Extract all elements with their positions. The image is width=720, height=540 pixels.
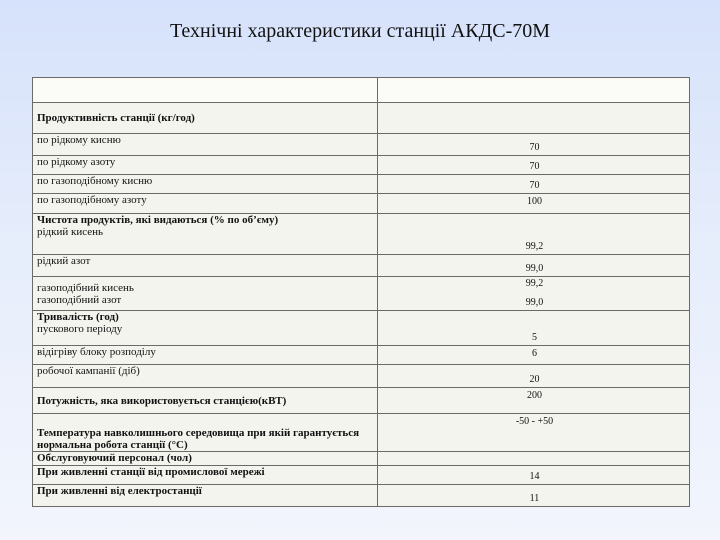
table-row xyxy=(33,365,690,388)
row-value: 20 xyxy=(378,365,690,388)
row-value: 5 xyxy=(378,311,690,346)
table-row xyxy=(33,175,690,194)
table-row xyxy=(33,156,690,175)
row-label: Потужність, яка використовується станцією(кВТ) xyxy=(33,388,378,414)
row-value: 70 xyxy=(378,156,690,175)
section-duration: Тривалість (год) xyxy=(37,311,119,323)
row-label: Обслуговуючий персонал (чол) xyxy=(33,452,378,466)
gas-row-cell xyxy=(33,277,378,311)
table-row xyxy=(33,255,690,277)
row-value: 70 xyxy=(378,134,690,156)
section-duration-cell xyxy=(33,311,378,346)
row-value: -50 - +50 xyxy=(378,414,690,452)
table-row xyxy=(33,414,690,452)
row-label: газоподібний азот xyxy=(37,293,122,306)
section-productivity: Продуктивність станції (кг/год) xyxy=(33,103,378,134)
table-row xyxy=(33,485,690,507)
row-label: по рідкому азоту xyxy=(33,156,378,175)
table-row xyxy=(33,346,690,365)
row-label: рідкий азот xyxy=(33,255,378,277)
empty-value-cell xyxy=(378,103,690,134)
table-row xyxy=(33,388,690,414)
table-row xyxy=(33,311,690,346)
header-cell-label xyxy=(33,78,378,103)
table-row xyxy=(33,277,690,311)
section-purity-cell xyxy=(33,214,378,255)
row-label: рідкий кисень xyxy=(37,226,104,238)
table-row xyxy=(33,466,690,485)
table-row xyxy=(33,452,690,466)
gas-values-cell xyxy=(378,277,690,311)
table-row xyxy=(33,214,690,255)
row-value: 6 xyxy=(378,346,690,365)
row-label: При живленні станції від промислової мережі xyxy=(33,466,378,485)
row-value: 200 xyxy=(378,388,690,414)
row-label: пускового періоду xyxy=(37,323,123,335)
row-label: При живленні від електростанції xyxy=(33,485,378,507)
specifications-table xyxy=(32,77,690,507)
row-label: Температура навколишнього середовища при якій гарантується нормальна робота станції (°С) xyxy=(33,414,378,452)
row-value: 99,0 xyxy=(378,255,690,277)
table-row xyxy=(33,134,690,156)
empty-value-cell xyxy=(378,452,690,466)
row-value: 11 xyxy=(378,485,690,507)
row-value: 99,0 xyxy=(525,297,544,308)
row-label: по рідкому кисню xyxy=(33,134,378,156)
row-value: 99,2 xyxy=(378,214,690,255)
row-value: 100 xyxy=(378,194,690,214)
row-label: по газоподібному кисню xyxy=(33,175,378,194)
table-header-row xyxy=(33,78,690,103)
row-value: 70 xyxy=(378,175,690,194)
slide-title: Технічні характеристики станції АКДС-70М xyxy=(169,20,551,42)
row-label: відігріву блоку розподілу xyxy=(33,346,378,365)
row-value: 14 xyxy=(378,466,690,485)
table-row xyxy=(33,103,690,134)
section-purity: Чистота продуктів, які видаються (% по об’єму) xyxy=(37,214,279,226)
row-label: по газоподібному азоту xyxy=(33,194,378,214)
row-label: газоподібний кисень xyxy=(37,281,134,294)
row-value: 99,2 xyxy=(525,278,544,289)
row-label: робочої кампанії (діб) xyxy=(33,365,378,388)
header-cell-value xyxy=(378,78,690,103)
table-row xyxy=(33,194,690,214)
